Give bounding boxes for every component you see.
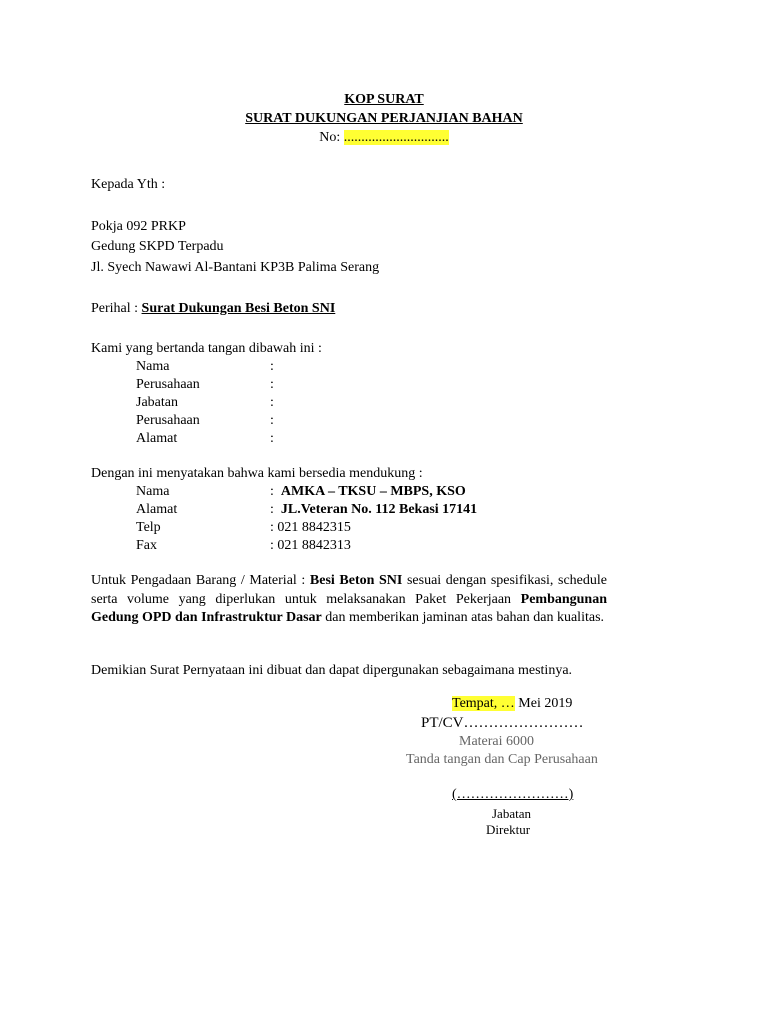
supported-field-label: Nama <box>136 484 170 499</box>
letter-number-label: No: <box>319 130 344 145</box>
supported-field-label: Fax <box>136 538 157 553</box>
closing-statement: Demikian Surat Pernyataan ini dibuat dan dapat dipergunakan sebagaimana mestinya. <box>91 663 573 678</box>
supported-field-separator: : <box>270 538 278 553</box>
subject-value: Surat Dukungan Besi Beton SNI <box>141 301 336 316</box>
greeting: Kepada Yth : <box>91 177 166 192</box>
addressee-line-1: Pokja 092 PRKP <box>91 219 186 234</box>
signer-field-label: Perusahaan <box>136 377 200 392</box>
supported-field-value <box>270 484 466 500</box>
supported-intro: Dengan ini menyatakan bahwa kami bersedia mendukung : <box>91 466 423 481</box>
supported-field-value <box>270 538 351 554</box>
place-field: Tempat, … <box>452 696 515 711</box>
supported-field-label: Alamat <box>136 502 178 517</box>
body-paragraph <box>91 572 607 628</box>
addressee-line-2: Gedung SKPD Terpadu <box>91 239 224 254</box>
stamp-duty-note: Materai 6000 <box>459 734 535 749</box>
supported-field-value <box>270 502 477 518</box>
date-text: Mei 2019 <box>514 696 573 711</box>
supported-address-value: JL.Veteran No. 112 Bekasi 17141 <box>280 502 478 517</box>
signer-field-separator: : <box>270 431 274 446</box>
supported-field-separator: : <box>270 520 278 535</box>
subject-line <box>91 301 335 317</box>
signer-field-label: Jabatan <box>136 395 178 410</box>
signer-field-separator: : <box>270 359 274 374</box>
body-text: dan memberikan jaminan atas bahan dan kualitas. <box>321 610 605 625</box>
supported-name-value: AMKA – TKSU – MBPS, KSO <box>280 484 466 499</box>
signer-field-separator: : <box>270 377 274 392</box>
body-text: Untuk Pengadaan Barang / Material : <box>91 573 310 588</box>
subject-label: Perihal : <box>91 301 142 316</box>
director-title: Direktur <box>486 822 531 837</box>
supported-field-separator: : <box>270 502 281 517</box>
supported-field-label: Telp <box>136 520 161 535</box>
supported-field-separator: : <box>270 484 281 499</box>
signer-field-label: Alamat <box>136 431 178 446</box>
supported-fax-value: 021 8842313 <box>277 538 351 553</box>
supported-field-value <box>270 520 351 536</box>
body-bold-material: Besi Beton SNI <box>309 573 403 588</box>
signatory-name-line: (……………………) <box>452 787 574 802</box>
company-placeholder: PT/CV…………………… <box>421 715 584 731</box>
signer-intro: Kami yang bertanda tangan dibawah ini : <box>91 341 322 356</box>
letter-number-value: .............................. <box>343 130 449 145</box>
kop-surat-heading: KOP SURAT <box>344 92 424 107</box>
supported-phone-value: 021 8842315 <box>277 520 351 535</box>
position-label: Jabatan <box>492 806 531 821</box>
signature-note: Tanda tangan dan Cap Perusahaan <box>406 752 598 767</box>
signer-field-separator: : <box>270 413 274 428</box>
letter-title: SURAT DUKUNGAN PERJANJIAN BAHAN <box>245 111 523 126</box>
addressee-line-3: Jl. Syech Nawawi Al-Bantani KP3B Palima Serang <box>91 260 380 275</box>
signer-field-label: Perusahaan <box>136 413 200 428</box>
body-bold-project: Pembangunan Gedung OPD dan Infrastruktur Dasar <box>91 591 607 625</box>
body-text: sesuai dengan spesifikasi, schedule serta volume yang diperlukan untuk melaksanakan Paket Pekerjaan <box>91 573 608 607</box>
place-date <box>452 696 572 712</box>
signer-field-label: Nama <box>136 359 170 374</box>
letter-number <box>0 130 768 146</box>
signer-field-separator: : <box>270 395 274 410</box>
